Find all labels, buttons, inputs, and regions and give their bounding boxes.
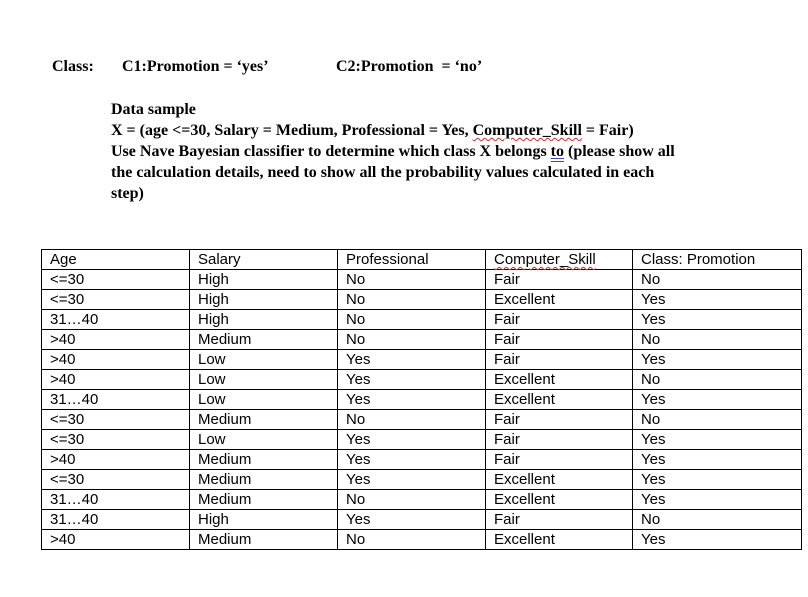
cell-class-promotion: Yes bbox=[633, 450, 802, 470]
cell-professional: No bbox=[338, 530, 486, 550]
cell-computer-skill: Excellent bbox=[486, 370, 633, 390]
cell-class-promotion: No bbox=[633, 510, 802, 530]
cell-class-promotion: Yes bbox=[633, 490, 802, 510]
cell-professional: No bbox=[338, 290, 486, 310]
instruction-suffix: (please show all bbox=[564, 143, 675, 160]
cell-salary: Medium bbox=[190, 450, 338, 470]
cell-class-promotion: Yes bbox=[633, 390, 802, 410]
cell-computer-skill: Fair bbox=[486, 410, 633, 430]
class-c2-definition: C2:Promotion = ‘no’ bbox=[336, 58, 483, 75]
cell-class-promotion: Yes bbox=[633, 350, 802, 370]
sample-x-prefix: X = (age <=30, Salary = Medium, Professional = Yes, bbox=[111, 122, 473, 139]
cell-age: 31…40 bbox=[42, 490, 190, 510]
class-c1-definition: C1:Promotion = ‘yes’ bbox=[122, 58, 269, 75]
training-data-table bbox=[41, 249, 802, 550]
instruction-line-2: the calculation details, need to show all the probability values calculated in each bbox=[111, 164, 655, 181]
table-row bbox=[42, 470, 802, 490]
cell-computer-skill: Fair bbox=[486, 430, 633, 450]
cell-class-promotion: Yes bbox=[633, 290, 802, 310]
cell-computer-skill: Excellent bbox=[486, 470, 633, 490]
cell-age: >40 bbox=[42, 450, 190, 470]
cell-salary: Low bbox=[190, 370, 338, 390]
cell-professional: No bbox=[338, 490, 486, 510]
table-row bbox=[42, 270, 802, 290]
cell-computer-skill: Fair bbox=[486, 330, 633, 350]
cell-professional: Yes bbox=[338, 350, 486, 370]
cell-age: 31…40 bbox=[42, 310, 190, 330]
cell-professional: Yes bbox=[338, 450, 486, 470]
cell-salary: Medium bbox=[190, 490, 338, 510]
table-body bbox=[42, 270, 802, 550]
table-row bbox=[42, 350, 802, 370]
header-salary: Salary bbox=[190, 250, 338, 270]
cell-professional: Yes bbox=[338, 470, 486, 490]
cell-age: >40 bbox=[42, 530, 190, 550]
cell-professional: No bbox=[338, 270, 486, 290]
cell-professional: Yes bbox=[338, 390, 486, 410]
table-row bbox=[42, 330, 802, 350]
cell-computer-skill: Excellent bbox=[486, 290, 633, 310]
cell-age: 31…40 bbox=[42, 390, 190, 410]
cell-salary: Low bbox=[190, 390, 338, 410]
cell-professional: No bbox=[338, 410, 486, 430]
cell-salary: Low bbox=[190, 430, 338, 450]
cell-age: <=30 bbox=[42, 430, 190, 450]
cell-professional: Yes bbox=[338, 370, 486, 390]
cell-class-promotion: No bbox=[633, 330, 802, 350]
cell-class-promotion: No bbox=[633, 410, 802, 430]
instruction-to: to bbox=[550, 143, 564, 160]
cell-age: <=30 bbox=[42, 470, 190, 490]
cell-class-promotion: Yes bbox=[633, 310, 802, 330]
cell-salary: Medium bbox=[190, 410, 338, 430]
sample-x-skill: Computer_Skill bbox=[472, 122, 582, 139]
cell-computer-skill: Fair bbox=[486, 450, 633, 470]
cell-salary: High bbox=[190, 270, 338, 290]
cell-professional: Yes bbox=[338, 510, 486, 530]
cell-computer-skill: Fair bbox=[486, 270, 633, 290]
cell-age: <=30 bbox=[42, 270, 190, 290]
cell-salary: Medium bbox=[190, 530, 338, 550]
table-row bbox=[42, 510, 802, 530]
cell-professional: No bbox=[338, 310, 486, 330]
table-row bbox=[42, 410, 802, 430]
sample-x-suffix: = Fair) bbox=[581, 122, 634, 139]
cell-salary: High bbox=[190, 290, 338, 310]
cell-computer-skill: Fair bbox=[486, 310, 633, 330]
header-professional: Professional bbox=[338, 250, 486, 270]
cell-computer-skill: Excellent bbox=[486, 490, 633, 510]
cell-age: >40 bbox=[42, 350, 190, 370]
cell-class-promotion: Yes bbox=[633, 470, 802, 490]
data-sample-heading: Data sample bbox=[111, 101, 196, 118]
cell-computer-skill: Excellent bbox=[486, 530, 633, 550]
header-class-promotion: Class: Promotion bbox=[633, 250, 802, 270]
table-header-row bbox=[42, 250, 802, 270]
instruction-line-1 bbox=[111, 141, 781, 162]
cell-age: 31…40 bbox=[42, 510, 190, 530]
cell-salary: Low bbox=[190, 350, 338, 370]
cell-class-promotion: No bbox=[633, 370, 802, 390]
cell-salary: Medium bbox=[190, 470, 338, 490]
cell-professional: Yes bbox=[338, 430, 486, 450]
table-row bbox=[42, 450, 802, 470]
cell-salary: Medium bbox=[190, 330, 338, 350]
table-row bbox=[42, 310, 802, 330]
cell-computer-skill: Fair bbox=[486, 350, 633, 370]
cell-class-promotion: No bbox=[633, 270, 802, 290]
instruction-line-3: step) bbox=[111, 185, 144, 202]
table-row bbox=[42, 490, 802, 510]
table-row bbox=[42, 370, 802, 390]
table-row bbox=[42, 430, 802, 450]
table-row bbox=[42, 530, 802, 550]
cell-age: <=30 bbox=[42, 290, 190, 310]
cell-age: >40 bbox=[42, 330, 190, 350]
instruction-prefix: Use Nave Bayesian classifier to determine which class X belongs bbox=[111, 143, 551, 160]
cell-professional: No bbox=[338, 330, 486, 350]
cell-age: >40 bbox=[42, 370, 190, 390]
cell-class-promotion: Yes bbox=[633, 430, 802, 450]
sample-x-definition bbox=[111, 120, 781, 141]
cell-age: <=30 bbox=[42, 410, 190, 430]
cell-class-promotion: Yes bbox=[633, 530, 802, 550]
question-prompt bbox=[111, 99, 781, 204]
table-row bbox=[42, 390, 802, 410]
cell-salary: High bbox=[190, 310, 338, 330]
table-row bbox=[42, 290, 802, 310]
header-age: Age bbox=[42, 250, 190, 270]
cell-computer-skill: Excellent bbox=[486, 390, 633, 410]
cell-computer-skill: Fair bbox=[486, 510, 633, 530]
class-label: Class: bbox=[52, 58, 94, 75]
cell-salary: High bbox=[190, 510, 338, 530]
header-computer-skill: Computer_Skill bbox=[486, 250, 633, 270]
